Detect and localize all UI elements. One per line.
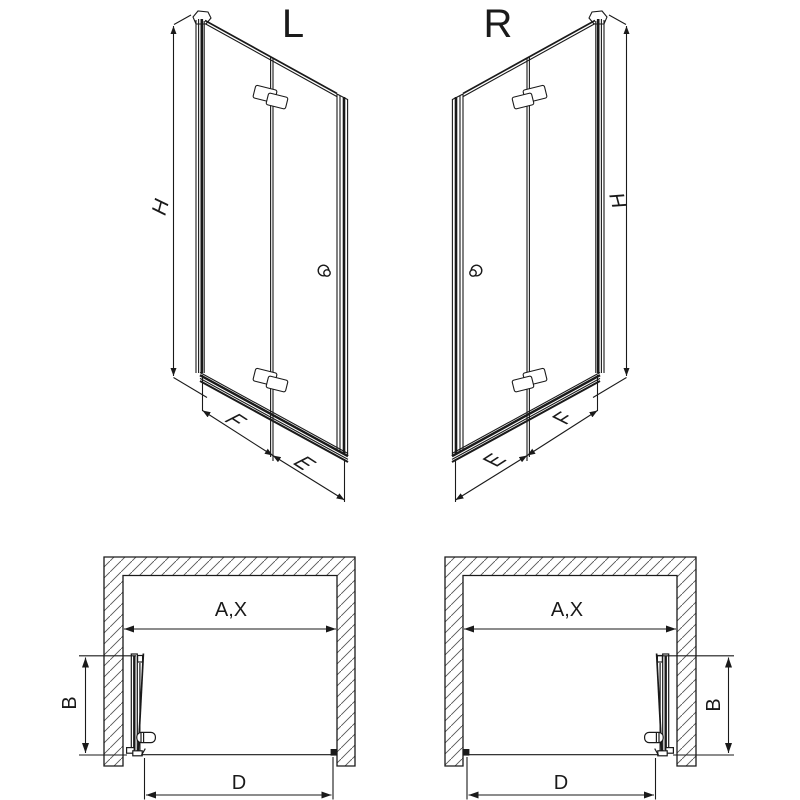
label-opening-left: A,X (214, 599, 248, 621)
label-edge-panel-right: E (475, 449, 513, 471)
label-variant-left: L (281, 2, 305, 46)
label-opening-right: A,X (550, 599, 584, 621)
label-fold-panel-left: F (218, 410, 254, 430)
left-variant-perspective-drawing (174, 11, 349, 502)
label-height-left: H (147, 196, 174, 218)
label-edge-panel-left: E (286, 452, 324, 474)
right-variant-perspective-drawing (452, 11, 627, 502)
label-height-right: H (605, 190, 632, 212)
plan-right-folded-door (463, 654, 673, 756)
label-fold-panel-right: F (545, 408, 581, 428)
label-variant-right: R (483, 2, 513, 46)
label-clear-width-left: D (231, 772, 247, 794)
label-fold-depth-left: B (59, 696, 81, 710)
plan-left-folded-door (127, 654, 337, 756)
label-fold-depth-right: B (703, 698, 725, 712)
label-clear-width-right: D (553, 772, 569, 794)
